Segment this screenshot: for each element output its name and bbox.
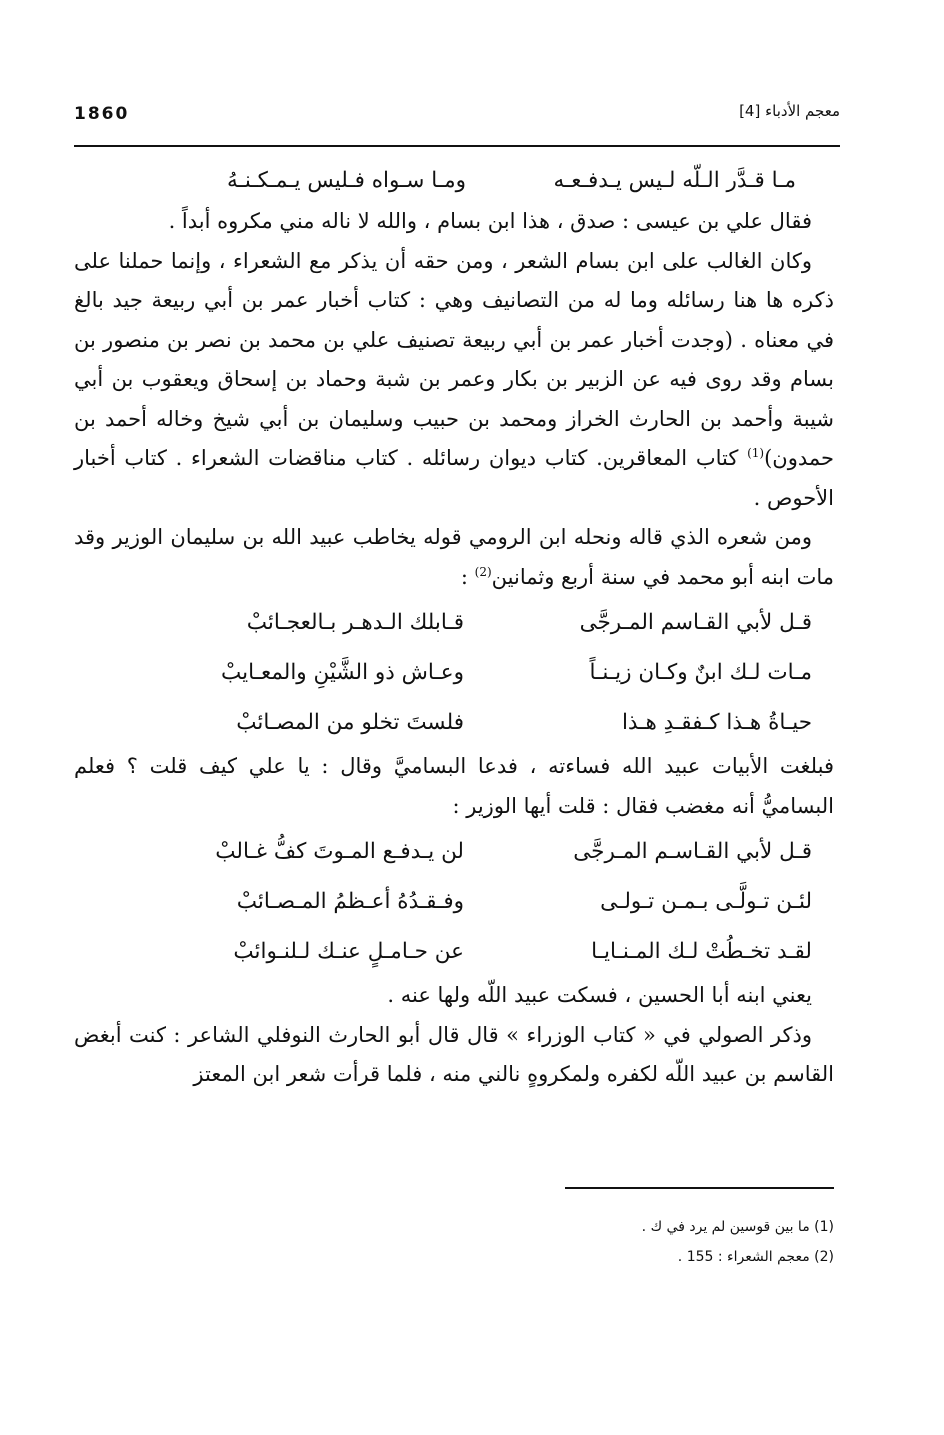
verse-first-hemistich: مـات لـك ابنٌ وكـان زيـنـاً xyxy=(589,659,812,685)
header-rule xyxy=(74,145,840,147)
footnote-rule xyxy=(565,1187,834,1189)
verse-second-hemistich: فلستَ تخلو من المصـائبْ xyxy=(236,709,464,735)
verse-second-hemistich: عن حـامـلٍ عنـك لـلنـوائبْ xyxy=(233,938,464,964)
verse-line xyxy=(74,826,834,876)
paragraph-text: ومن شعره الذي قاله ونحله ابن الرومي قوله يخاطب عبيد الله بن سليمان الوزير وقد مات ابنه أبو محمد في سنة أربع وثمانين xyxy=(74,525,834,589)
verse-line xyxy=(74,597,834,647)
verse-second-hemistich: وفـقـدُهُ أعـظمُ المـصـائبْ xyxy=(236,888,464,914)
verse-second-hemistich: وعـاش ذو الشَّيْنِ والمعـايبْ xyxy=(221,659,464,685)
running-title: معجم الأدباء [4] xyxy=(739,102,840,120)
page-number: 1860 xyxy=(74,104,130,124)
verse-second-hemistich: لن يـدفـع المـوتَ كفُّ غـالبْ xyxy=(215,838,464,864)
verse-line xyxy=(74,158,834,202)
paragraph-text: : xyxy=(460,564,475,589)
page-header xyxy=(74,104,840,144)
verse-second-hemistich: قـابلك الـدهـر بـالعجـائبْ xyxy=(246,609,464,635)
footnote-marker: (2) xyxy=(474,564,492,579)
verse-line xyxy=(74,647,834,697)
footnote: (1) ما بين قوسين لم يرد في ك . xyxy=(641,1219,834,1235)
paragraph-text: وكان الغالب على ابن بسام الشعر ، ومن حقه أن يذكر مع الشعراء ، وإنما حملنا على ذكره ها هنا رسائله وما له من التصانيف وهي : كتاب أخبار عمر بن أبي ربيعة جيد بالغ في معناه . (وجدت أخبار عمر بن أبي ربيعة تصنيف علي بن محمد بن نصر بن منصور بن بسام وقد روى فيه عن الزبير بن بكار وعمر بن شبة وحماد بن إسحاق ويعقوب بن أبي شيبة وأحمد بن الحارث الخراز ومحمد بن حبيب وسليمان بن أبي شيخ وخاله أحمد بن حمدون) xyxy=(74,248,834,470)
verse-first-hemistich: مـا قـدَّر الـلّه لـيس يـدفـعـه xyxy=(553,167,796,193)
verse-first-hemistich: لقـد تخـطُتْ لـك المـنـايـا xyxy=(591,938,812,964)
footnote-marker: (1) xyxy=(747,446,765,460)
poem-second xyxy=(74,826,834,976)
footnote: (2) معجم الشعراء : 155 . xyxy=(677,1249,834,1265)
footnotes xyxy=(470,1212,834,1272)
paragraph: فقال علي بن عيسى : صدق ، هذا ابن بسام ، والله لا ناله مني مكروه أبداً . xyxy=(168,209,812,233)
paragraph: فبلغت الأبيات عبيد الله فساءته ، فدعا البساميَّ وقال : يا علي كيف قلت ؟ فعلم البساميُّ أنه مغضب فقال : قلت أيها الوزير : xyxy=(74,754,834,818)
verse-second-hemistich: ومـا سـواه فـليس يـمـكـنـهُ xyxy=(227,167,466,193)
paragraph: يعني ابنه أبا الحسين ، فسكت عبيد اللّه ولها عنه . xyxy=(387,983,812,1007)
verse-first-hemistich: حيـاةُ هـذا كـفقـدِ هـذا xyxy=(621,709,812,735)
verse-first-hemistich: قـل لأبي القـاسـم المـرجَّى xyxy=(573,838,812,864)
paragraph: وذكر الصولي في « كتاب الوزراء » قال قال أبو الحارث النوفلي الشاعر : كنت أبغض القاسم بن عبيد اللّه لكفره ولمكروهٍ نالني منه ، فلما قرأت شعر ابن المعتز xyxy=(74,1022,834,1086)
paragraph-text: كتاب المعاقرين. كتاب ديوان رسائله . كتاب مناقضات الشعراء . كتاب أخبار الأحوص . xyxy=(74,446,834,510)
verse-first-hemistich: قـل لأبي القـاسم المـرجَّى xyxy=(579,609,812,635)
verse-line xyxy=(74,876,834,926)
verse-first-hemistich: لئـن تـولَّـى بـمـن تـولـى xyxy=(600,888,812,914)
verse-line xyxy=(74,697,834,747)
poem-first xyxy=(74,597,834,747)
verse-line xyxy=(74,926,834,976)
paragraph-poem-intro xyxy=(74,518,834,597)
opening-verse xyxy=(74,158,834,202)
main-text xyxy=(74,158,834,1095)
paragraph-writings xyxy=(74,242,834,519)
